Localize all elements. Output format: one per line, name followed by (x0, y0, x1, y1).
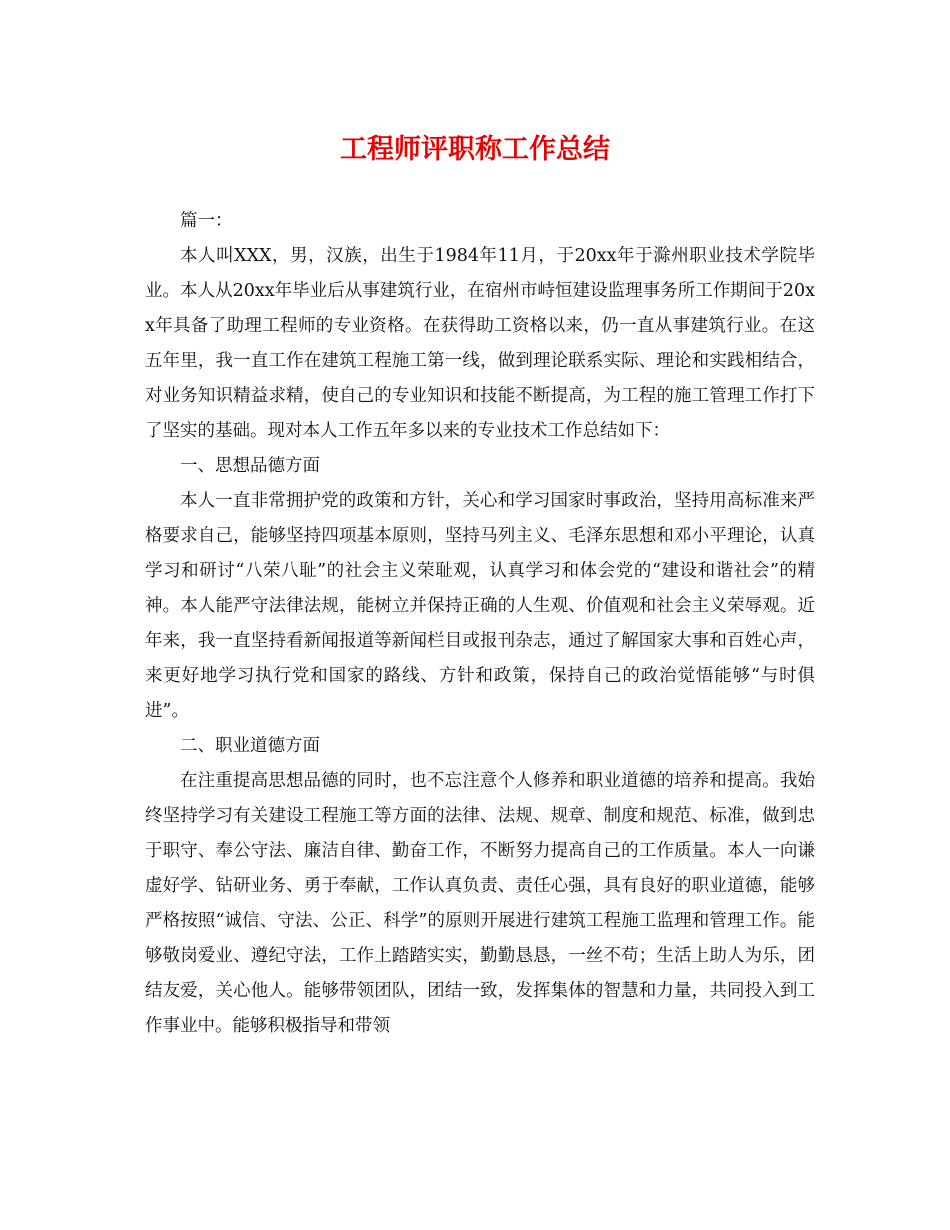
heading-professional-ethics: 二、职业道德方面 (180, 736, 320, 756)
paragraph-ideology-morality: 本人一直非常拥护党的政策和方针，关心和学习国家时事政治，坚持用高标准来严格要求自己，能够坚持四项基本原则，坚持马列主义、毛泽东思想和邓小平理论，认真学习和研讨“八荣八耻”的社会主义荣耻观，认真学习和体会党的“建设和谐社会”的精神。本人能严守法律法规，能树立并保持正确的人生观、价值观和社会主义荣辱观。近年来，我一直坚持看新闻报道等新闻栏目或报刊杂志，通过了解国家大事和百姓心声，来更好地学习执行党和国家的路线、方针和政策，保持自己的政治觉悟能够“与时俱进”。 (145, 491, 815, 721)
paragraph-professional-ethics: 在注重提高思想品德的同时，也不忘注意个人修养和职业道德的培养和提高。我始终坚持学习有关建设工程施工等方面的法律、法规、规章、制度和规范、标准，做到忠于职守、奉公守法、廉洁自律、勤奋工作，不断努力提高自己的工作质量。本人一向谦虚好学、钻研业务、勇于奉献，工作认真负责、责任心强，具有良好的职业道德，能够严格按照“诚信、守法、公正、科学”的原则开展进行建筑工程施工监理和管理工作。能够敬岗爱业、遵纪守法，工作上踏踏实实，勤勤恳恳，一丝不苟；生活上助人为乐，团结友爱，关心他人。能够带领团队，团结一致，发挥集体的智慧和力量，共同投入到工作事业中。能够积极指导和带领 (145, 771, 815, 1036)
heading-ideology-morality: 一、思想品德方面 (180, 456, 320, 476)
paragraph-section-label: 篇一： (180, 211, 233, 231)
document-body (145, 204, 815, 1044)
document-title: 工程师评职称工作总结 (340, 134, 610, 165)
paragraph-intro: 本人叫XXX，男，汉族，出生于1984年11月，于20xx年于滁州职业技术学院毕业。本人从20xx年毕业后从事建筑行业，在宿州市峙恒建设监理事务所工作期间于20xx年具备了助理工程师的专业资格。在获得助工资格以来，仍一直从事建筑行业。在这五年里，我一直工作在建筑工程施工第一线，做到理论联系实际、理论和实践相结合，对业务知识精益求精，使自己的专业知识和技能不断提高，为工程的施工管理工作打下了坚实的基础。现对本人工作五年多以来的专业技术工作总结如下： (145, 246, 815, 441)
